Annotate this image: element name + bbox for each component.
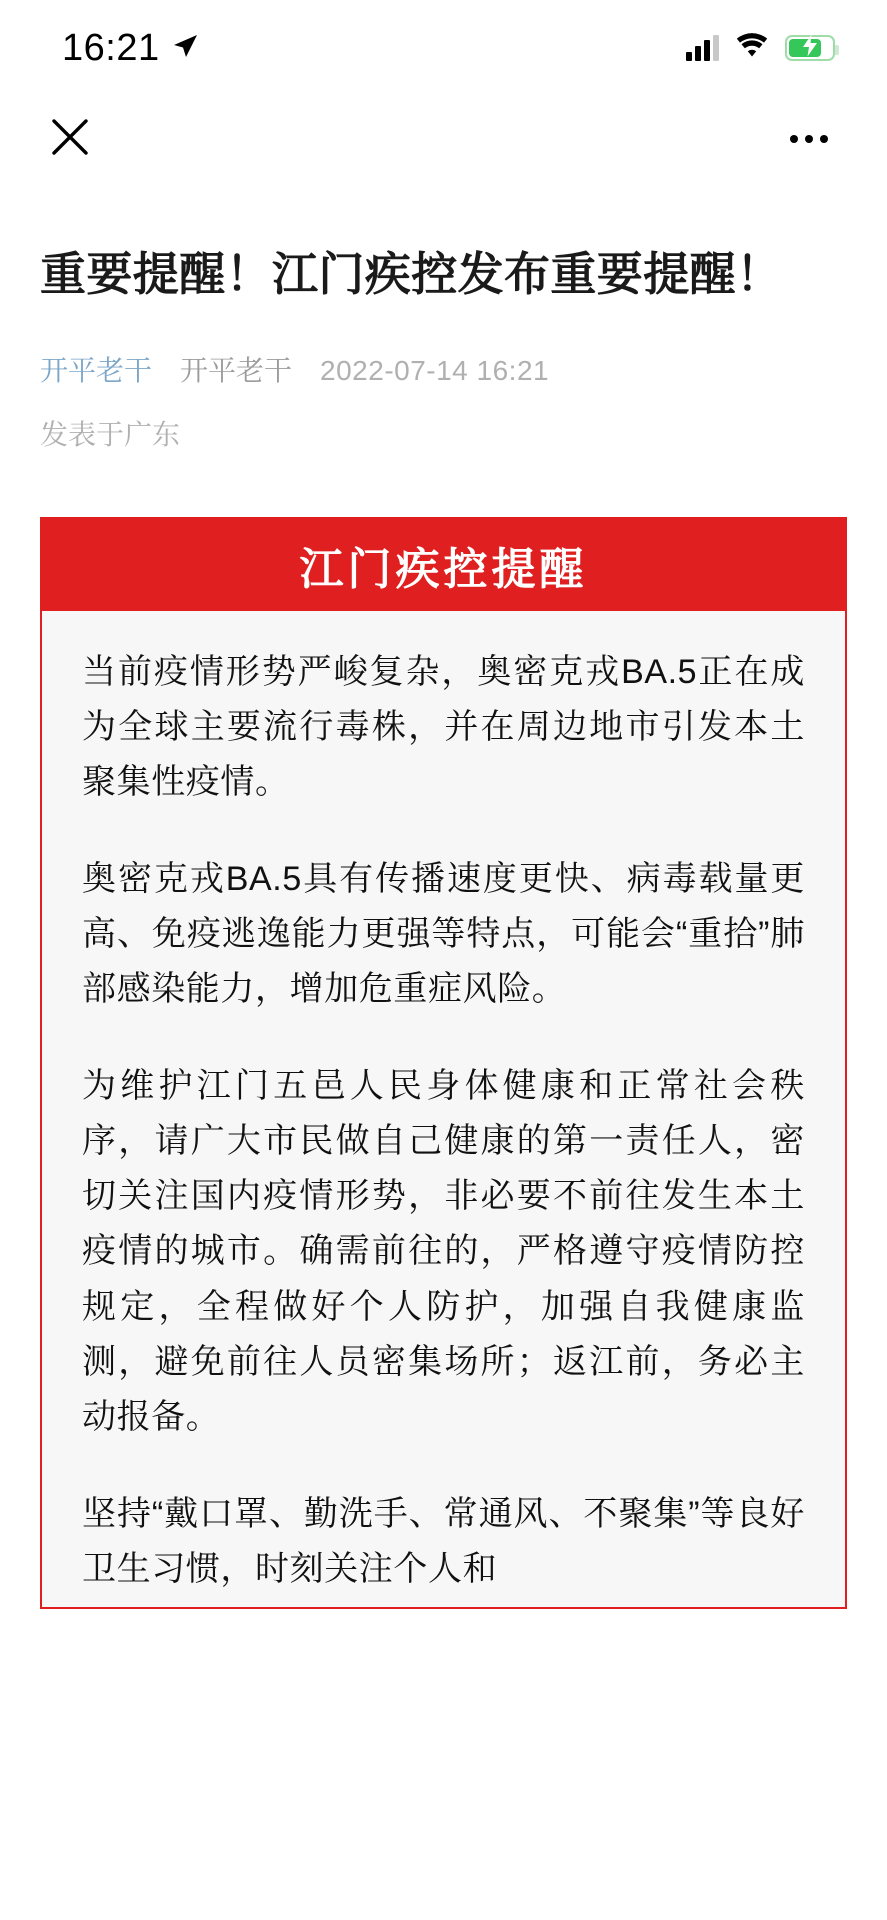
notice-paragraph: 为维护江门五邑人民身体健康和正常社会秩序，请广大市民做自己健康的第一责任人，密切关注国内疫情形势，非必要不前往发生本土疫情的城市。确需前往的，严格遵守疫情防控规定，全程做好个人防护，加强自我健康监测，避免前往人员密集场所；返江前，务必主动报备。 [82, 1067, 805, 1436]
notice-card [40, 517, 847, 1609]
notice-paragraph: 坚持“戴口罩、勤洗手、常通风、不聚集”等良好卫生习惯，时刻关注个人和 [82, 1494, 805, 1588]
notice-card-header [42, 519, 845, 611]
notice-paragraph: 奥密克戎BA.5具有传播速度更快、病毒载量更高、免疫逃逸能力更强等特点，可能会“重拾”肺部感染能力，增加危重症风险。 [82, 859, 805, 1009]
notice-paragraph: 当前疫情形势严峻复杂，奥密克戎BA.5正在成为全球主要流行毒株，并在周边地市引发本土聚集性疫情。 [82, 652, 805, 801]
article-container [0, 182, 887, 1920]
author-link[interactable]: 开平老干 [40, 354, 153, 386]
wifi-icon [735, 33, 769, 64]
account-name[interactable]: 开平老干 [180, 354, 293, 386]
close-button[interactable] [42, 111, 98, 167]
status-bar [0, 0, 887, 96]
page-title: 重要提醒！江门疾控发布重要提醒！ [40, 248, 783, 300]
notice-card-title: 江门疾控提醒 [299, 544, 588, 594]
article-meta [40, 349, 847, 389]
location-arrow-icon [170, 31, 200, 66]
navigation-bar [0, 96, 887, 182]
battery-charging-icon [785, 35, 835, 61]
status-bar-left [62, 27, 200, 70]
close-icon [48, 115, 92, 164]
notice-card-body [42, 611, 845, 1607]
status-bar-right [686, 33, 835, 64]
publish-location: 发表于广东 [40, 418, 181, 450]
cellular-signal-icon [686, 35, 719, 61]
more-options-icon [790, 135, 798, 143]
publish-timestamp: 2022-07-14 16:21 [320, 354, 550, 386]
more-options-button[interactable] [781, 111, 837, 167]
status-time: 16:21 [62, 26, 160, 69]
